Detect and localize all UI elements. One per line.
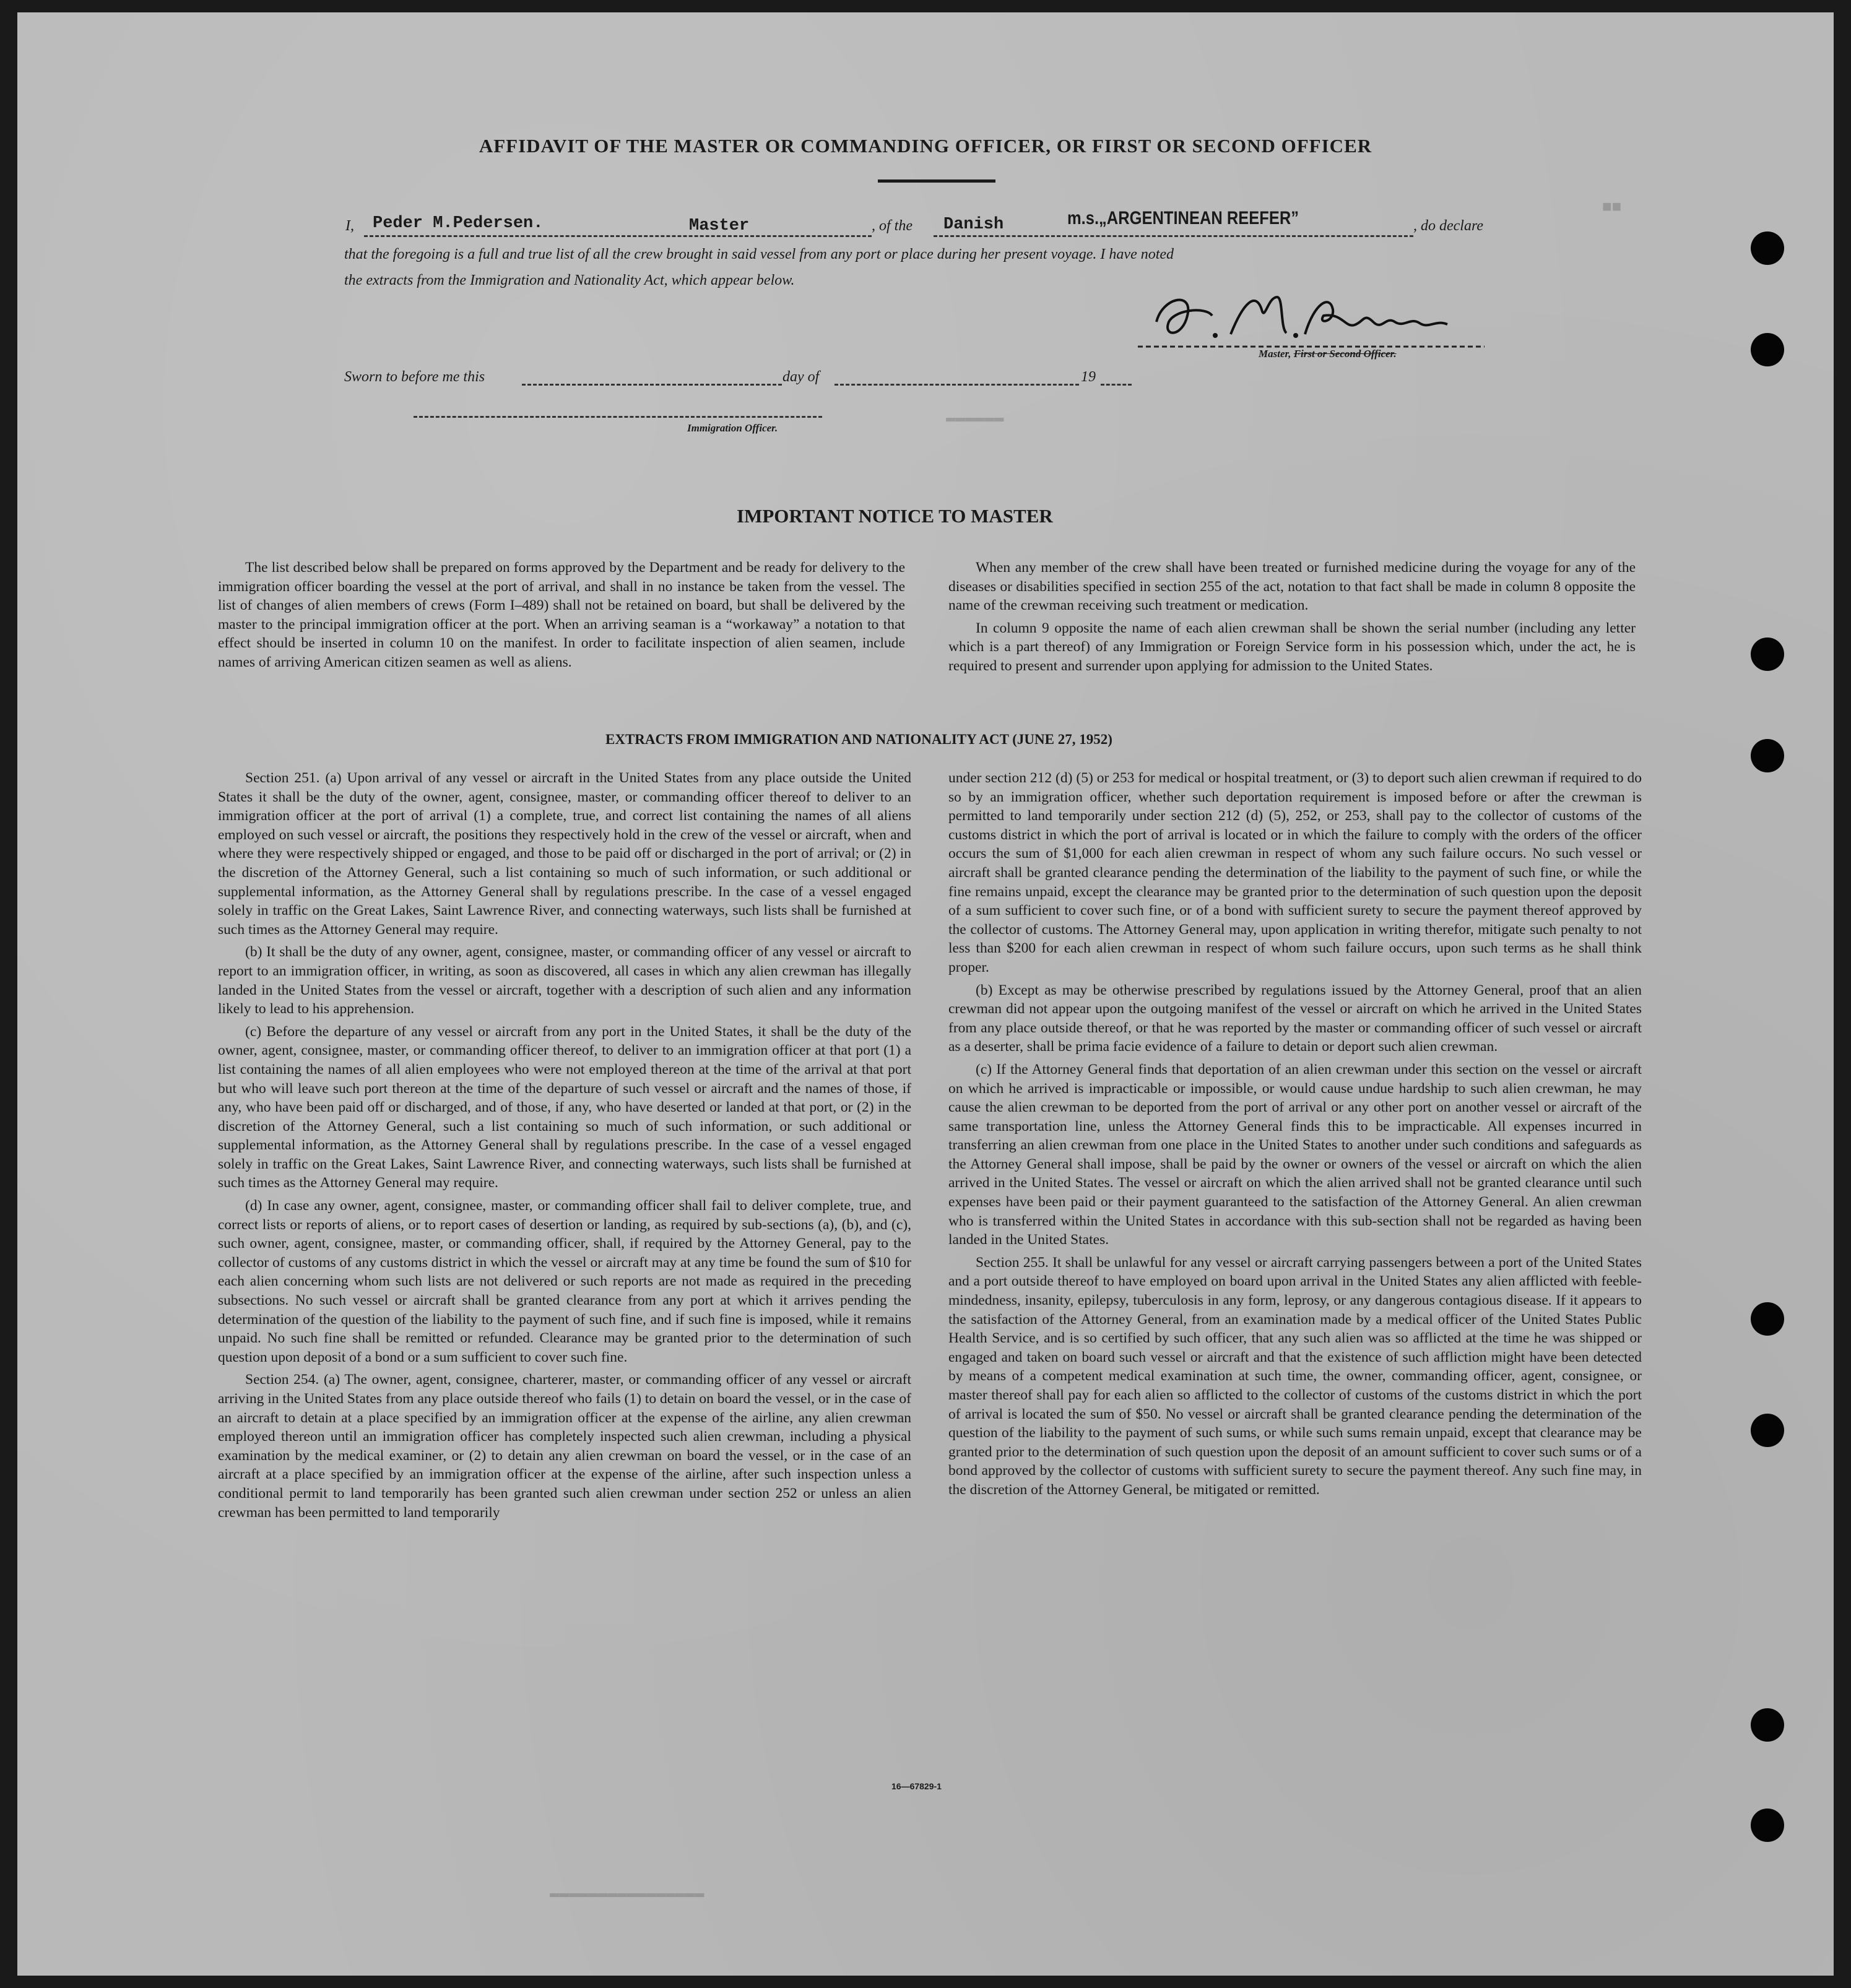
of-the-label: , of the: [872, 218, 912, 234]
signature-caption: [1259, 348, 1397, 360]
punch-hole: [1751, 637, 1784, 671]
punch-hole: [1751, 1302, 1784, 1336]
punch-hole: [1751, 1809, 1784, 1842]
bleed-through-mark: ▬▬▬▬▬▬: [946, 408, 1004, 427]
punch-hole: [1751, 1414, 1784, 1447]
extracts-title: EXTRACTS FROM IMMIGRATION AND NATIONALITY ACT (JUNE 27, 1952): [605, 732, 1112, 747]
sworn-month-blank: [834, 384, 1079, 386]
form-number: 16—67829-1: [891, 1781, 942, 1791]
vessel-blank: [934, 235, 1413, 237]
notice-title: IMPORTANT NOTICE TO MASTER: [737, 505, 1053, 527]
year-label: 19: [1081, 369, 1096, 385]
title-divider: [878, 179, 995, 183]
notice-left-column: [218, 558, 905, 676]
extracts-left-column: [218, 769, 911, 1526]
do-declare-label: , do declare: [1413, 218, 1484, 234]
extract-paragraph: (b) Except as may be otherwise prescribed by regulations issued by the Attorney General, proof that an alien crewman did not appear upon the outgoing manifest of the vessel or aircraft on which he arrived in the United States from any place outside thereof, or that he was reported by the master or commanding officer of such vessel or aircraft as a deserter, shall be prima facie evidence of a failure to detain or deport such alien crewman.: [948, 982, 1642, 1055]
extracts-right-column: [948, 769, 1642, 1503]
vessel-nationality: Danish: [943, 215, 1004, 234]
affidavit-pronoun: I,: [345, 218, 354, 234]
master-signature: [1138, 279, 1485, 353]
signature-caption-master: Master,: [1259, 348, 1294, 360]
notice-paragraph: The list described below shall be prepared on forms approved by the Department and be ready for delivery to the immigration officer boarding the vessel at the port of arrival, and shall in no instance be taken from the vessel. The list of changes of alien members of crews (Form I–489) shall not be retained on board, but shall be delivered by the master to the principal immigration officer at the port. When an arriving seaman is a “workaway” a notation to that effect should be inserted in column 10 on the manifest. In order to facilitate inspection of alien seamen, include names of arriving American citizen seamen as well as aliens.: [218, 560, 905, 670]
extract-paragraph: Section 255. It shall be unlawful for any vessel or aircraft carrying passengers between a port of the United States and a port outside thereof to have employed on board upon arrival in the United States any alien afflicted with feeble-mindedness, insanity, epilepsy, tuberculosis in any form, leprosy, or any dangerous contagious disease. If it appears to the satisfaction of the Attorney General, from an examination made by a medical officer of the United States Public Health Service, and is so certified by such officer, that any such alien was so afflicted at the time he was shipped or engaged and taken on board such vessel or aircraft and that the existence of such affliction might have been detected by means of a competent medical examination at such time, the owner, commanding officer, agent, consignee, or master thereof shall pay for each alien so afflicted to the collector of customs of the customs district in which the port of arrival is located the sum of $50. No vessel or aircraft shall be granted clearance pending the determination of the question of the liability to the payment of such sums, or while such sums remain unpaid, except that clearance may be granted prior to the determination of such question upon the deposit of an amount sufficient to cover such sums or of a bond approved by the collector of customs with sufficient surety to secure the payment thereof. Any such fine may, in the discretion of the Attorney General, be mitigated or remitted.: [948, 1254, 1642, 1498]
sworn-day-blank: [522, 384, 782, 386]
extract-paragraph: under section 212 (d) (5) or 253 for medical or hospital treatment, or (3) to deport such alien crewman if required to do so by an immigration officer, whether such deportation requirement is imposed before or after the crewman is permitted to land temporarily under section 212 (d) (5), 252, or 253, shall pay to the collector of customs of the customs district in which the port of arrival is located or in which the failure to comply with the orders of the officer occurs the sum of $1,000 for each alien crewman in respect of whom any such failure occurs. No such vessel or aircraft shall be granted clearance pending the determination of the liability to the payment of such fine, or while the fine remains unpaid, except the clearance may be granted prior to the determination of such question upon the deposit of a sum sufficient to cover such fine, or of a bond with sufficient surety to secure the payment thereof approved by the collector of customs. The Attorney General may, upon application in writing therefor, mitigate such penalty to not less than $200 for each alien crewman in respect of whom such failure occurs, upon such terms as he shall think proper.: [948, 770, 1642, 975]
punch-hole: [1751, 739, 1784, 772]
day-of-label: day of: [782, 369, 820, 385]
notice-right-column: [948, 558, 1636, 680]
vessel-name-stamp: m.s.„ARGENTINEAN REEFER”: [1067, 208, 1299, 228]
sworn-label: Sworn to before me this: [344, 369, 485, 385]
declaration-line-2: the extracts from the Immigration and Nationality Act, which appear below.: [344, 272, 795, 288]
master-rank: Master: [689, 217, 750, 235]
notice-paragraph: When any member of the crew shall have been treated or furnished medicine during the voyage for any of the diseases or disabilities specified in section 255 of the act, notation to that fact shall be made in column 8 opposite the name of the crewman receiving such treatment or medication.: [948, 560, 1636, 614]
declaration-line-1: that the foregoing is a full and true list of all the crew brought in said vessel from any port or place during her present voyage. I have noted: [344, 246, 1174, 262]
extract-paragraph: (d) In case any owner, agent, consignee, master, or commanding officer shall fail to deliver complete, true, and correct lists or reports of aliens, or to report cases of desertion or landing, as required by sub-sections (a), (b), and (c), such owner, agent, consignee, master, or commanding officer, shall, if required by the Attorney General, pay to the collector of customs of any customs district in which the vessel or aircraft may at any time be found the sum of $10 for each alien concerning whom such lists are not delivered or such reports are not made as required in the preceding subsections. No such vessel or aircraft shall be granted clearance from any port at which it arrives pending the determination of the question of the liability to the payment of such fine, and if such fine is imposed, while it remains unpaid. No such fine shall be remitted or refunded. Clearance may be granted prior to the determination of such question upon deposit of a bond or a sum sufficient to cover such fine.: [218, 1198, 911, 1365]
signature-caption-struck: First or Second Officer.: [1293, 348, 1397, 360]
officer-signature-blank: [414, 416, 822, 418]
extract-paragraph: Section 254. (a) The owner, agent, consignee, charterer, master, or commanding officer of any vessel or aircraft arriving in the United States from any place outside thereof who fails (1) to detain on board the vessel, or in the case of an aircraft to detain at a place specified by an immigration officer at the expense of the airline, any alien crewman employed thereon until an immigration officer has completely inspected such alien crewman, including a physical examination by the medical examiner, or (2) to detain any alien crewman on board the vessel, or in the case of an aircraft at a place specified by an immigration officer at the expense of the airline, after such inspection unless a conditional permit to land temporarily has been granted such alien crewman under section 252 or unless an alien crewman has been permitted to land temporarily: [218, 1372, 911, 1521]
punch-hole: [1751, 1708, 1784, 1742]
punch-hole: [1751, 333, 1784, 366]
affidavit-title: AFFIDAVIT OF THE MASTER OR COMMANDING OFFICER, OR FIRST OR SECOND OFFICER: [479, 135, 1372, 157]
name-blank: [364, 235, 872, 237]
extract-paragraph: (c) Before the departure of any vessel or aircraft from any port in the United States, it shall be the duty of the owner, agent, consignee, master, or commanding officer thereof, to deliver to an immigration officer at that port (1) a list containing the names of all alien employees who were not employed thereon at the time of the arrival at that port but who will leave such port thereon at the time of the departure of such vessel or aircraft and the names of those, if any, who have been paid off or discharged, and of those, if any, who have deserted or landed at that port, or (2) in the discretion of the Attorney General, such a list containing so much of such information, or such additional or supplemental information, as the Attorney General shall by regulations prescribe. In the case of a vessel engaged solely in traffic on the Great Lakes, Saint Lawrence River, and connecting waterways, such lists shall be furnished at such times as the Attorney General may require.: [218, 1023, 911, 1191]
extract-paragraph: (b) It shall be the duty of any owner, agent, consignee, master, or commanding officer of any vessel or aircraft to report to an immigration officer, in writing, as soon as discovered, all cases in which any alien crewman has illegally landed in the United States from the vessel or aircraft, together with a description of such alien and any information likely to lead to his apprehension.: [218, 944, 911, 1018]
sworn-year-blank: [1101, 384, 1132, 386]
extract-paragraph: (c) If the Attorney General finds that deportation of an alien crewman under this section on the vessel or aircraft on which he arrived is impracticable or impossible, or would cause undue hardship to such alien crewman, he may cause the alien crewman to be deported from the port of arrival or any other port on another vessel or aircraft of the same transportation line, unless the Attorney General finds this to be impracticable. All expenses incurred in transferring an alien crewman from one place in the United States to another under such conditions and safeguards as the Attorney General shall impose, shall be paid by the owner or owners of the vessel or aircraft on which the alien arrived in the United States. The vessel or aircraft on which the alien arrived shall not be granted clearance until such expenses have been paid or their payment guaranteed to the satisfaction of the Attorney General. An alien crewman who is transferred within the United States in accordance with this sub-section shall not be regarded as having been landed in the United States.: [948, 1061, 1642, 1248]
master-name: Peder M.Pedersen.: [373, 214, 544, 233]
extract-paragraph: Section 251. (a) Upon arrival of any vessel or aircraft in the United States from any place outside the United States it shall be the duty of the owner, agent, consignee, master, or commanding officer thereof to deliver to an immigration officer at the port of arrival (1) a complete, true, and correct list containing the names of all aliens employed on such vessel or aircraft, the positions they respectively hold in the crew of the vessel or aircraft, when and where they were respectively shipped or engaged, and those to be paid off or discharged in the port of arrival; or (2) in the discretion of the Attorney General, such a list containing so much of such information, or such additional or supplemental information, as the Attorney General shall by regulations prescribe. In the case of a vessel engaged solely in traffic on the Great Lakes, Saint Lawrence River, and connecting waterways, such lists shall be furnished at such times as the Attorney General may require.: [218, 770, 911, 938]
bleed-through-mark: ▬▬▬▬▬▬▬▬▬▬▬▬▬▬▬▬: [550, 1884, 704, 1903]
notice-paragraph: In column 9 opposite the name of each alien crewman shall be shown the serial number (including any letter which is a part thereof) of any Immigration or Foreign Service form in his possession which, under the act, he is required to present and surrender upon applying for admission to the United States.: [948, 620, 1636, 674]
punch-hole: [1751, 231, 1784, 265]
immigration-officer-label: Immigration Officer.: [687, 422, 778, 434]
bleed-through-mark: ■■: [1602, 198, 1622, 217]
document-page: [17, 12, 1834, 1976]
